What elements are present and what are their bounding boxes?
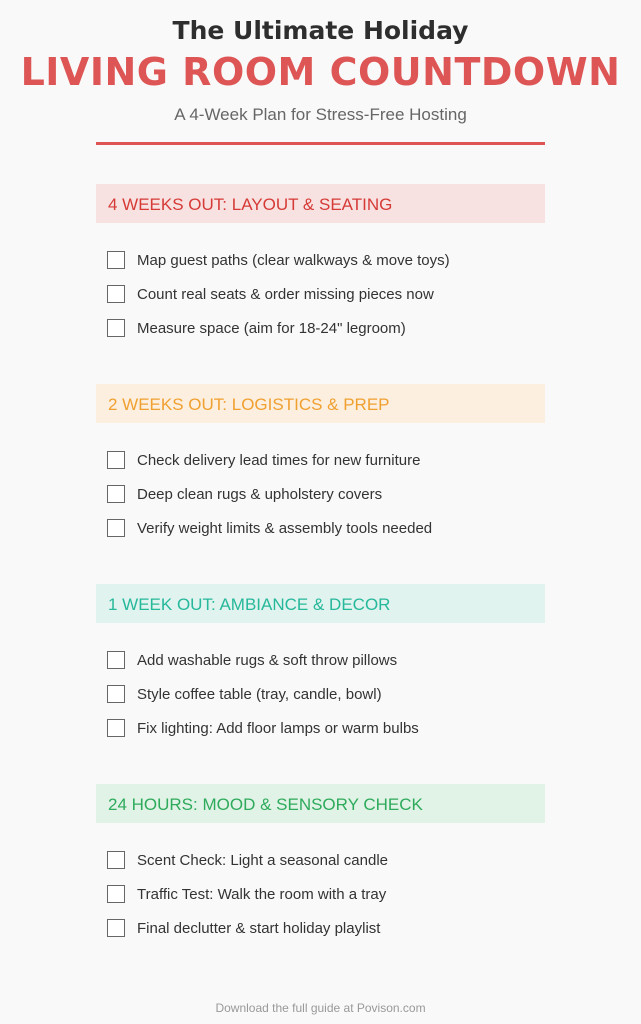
checklist-item[interactable] xyxy=(96,677,545,711)
checklist-item[interactable] xyxy=(96,243,545,277)
checkbox[interactable] xyxy=(107,519,125,537)
checklist-item[interactable] xyxy=(96,877,545,911)
checkbox[interactable] xyxy=(107,719,125,737)
checklist-item-label: Add washable rugs & soft throw pillows xyxy=(137,651,398,669)
section-heading: 2 WEEKS OUT: LOGISTICS & PREP xyxy=(96,384,545,423)
checkbox[interactable] xyxy=(107,651,125,669)
checkbox[interactable] xyxy=(107,251,125,269)
checklist-item-label: Count real seats & order missing pieces now xyxy=(137,285,434,303)
checklist-item-label: Fix lighting: Add floor lamps or warm bulbs xyxy=(137,719,419,737)
checklist xyxy=(96,643,545,745)
checklist-item[interactable] xyxy=(96,311,545,345)
checkbox[interactable] xyxy=(107,919,125,937)
section-heading: 1 WEEK OUT: AMBIANCE & DECOR xyxy=(96,584,545,623)
checklist-item[interactable] xyxy=(96,277,545,311)
checklist-section xyxy=(96,784,545,945)
subtitle: A 4-Week Plan for Stress-Free Hosting xyxy=(174,105,467,124)
checklist xyxy=(96,443,545,545)
checkbox[interactable] xyxy=(107,885,125,903)
checklist xyxy=(96,843,545,945)
checkbox[interactable] xyxy=(107,485,125,503)
checklist-item[interactable] xyxy=(96,511,545,545)
checklist-item[interactable] xyxy=(96,911,545,945)
checkbox[interactable] xyxy=(107,851,125,869)
checklist-item-label: Verify weight limits & assembly tools needed xyxy=(137,519,433,537)
checkbox[interactable] xyxy=(107,285,125,303)
checklist-item-label: Traffic Test: Walk the room with a tray xyxy=(137,885,387,903)
divider xyxy=(96,142,545,145)
checklist-item-label: Check delivery lead times for new furniture xyxy=(137,451,421,469)
checklist-item-label: Style coffee table (tray, candle, bowl) xyxy=(137,685,382,703)
checklist-item-label: Final declutter & start holiday playlist xyxy=(137,919,381,937)
checklist-item-label: Measure space (aim for 18-24" legroom) xyxy=(137,319,406,337)
checklist-item[interactable] xyxy=(96,843,545,877)
checkbox[interactable] xyxy=(107,451,125,469)
checklist-section xyxy=(96,184,545,345)
footer-link-text: Download the full guide at Povison.com xyxy=(215,1001,426,1015)
checkbox[interactable] xyxy=(107,685,125,703)
section-heading: 24 HOURS: MOOD & SENSORY CHECK xyxy=(96,784,545,823)
checklist-section xyxy=(96,384,545,545)
title-line-2: LIVING ROOM COUNTDOWN xyxy=(20,50,621,94)
checklist-item-label: Map guest paths (clear walkways & move toys) xyxy=(137,251,450,269)
checklist-item[interactable] xyxy=(96,643,545,677)
title-line-1: The Ultimate Holiday xyxy=(172,16,469,45)
checklist-item[interactable] xyxy=(96,477,545,511)
section-heading: 4 WEEKS OUT: LAYOUT & SEATING xyxy=(96,184,545,223)
checklist-item[interactable] xyxy=(96,443,545,477)
checklist-item-label: Scent Check: Light a seasonal candle xyxy=(137,851,388,869)
checkbox[interactable] xyxy=(107,319,125,337)
checklist-section xyxy=(96,584,545,745)
checklist xyxy=(96,243,545,345)
checklist-item[interactable] xyxy=(96,711,545,745)
checklist-item-label: Deep clean rugs & upholstery covers xyxy=(137,485,383,503)
